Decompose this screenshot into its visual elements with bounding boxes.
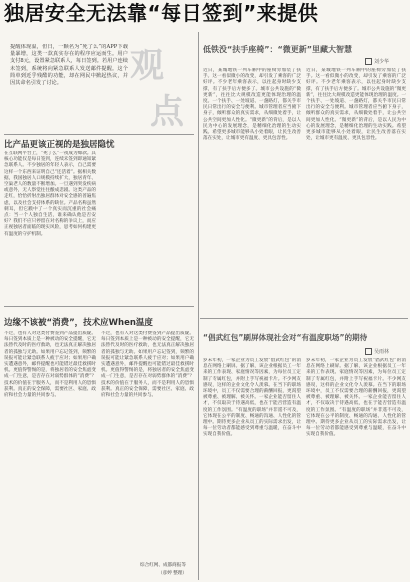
section-title-tech-warmth: 边缘不该被“消费”，技术应When温度 — [4, 318, 153, 328]
section-body-workplace-col2: 岁末年初，一家企业为员工发放“倡武红包”的消息在网络上刷屏。据了解，该企业根据员工一年来的工作表现、家庭情况等因素，为每位员工定制了专属红包，并附上手写祝福卡片。不少网友感叹，这样的企业文化令人羡慕。在当下的职场环境中，员工不仅需要合理的薪酬回报，更渴望被尊重、被理解、被关怀。一家企业能否留住人才，不仅取决于待遇高低，也在于能否营造有温度的工作氛围。“有温度的职场”并非遥不可及，它体现在公平的制度、畅通的沟通、人性化的管理中。期待更多企业从员工的实际需求出发，让每一位劳动者都能感受到尊重与温暖，在奋斗中实现自我价值。 — [306, 358, 406, 438]
section-body-tech-col2: 不过，也有人对这类付费签到产品提出质疑。每日签到本质上是一种被动的安全提醒，它无法替代及时的医疗救助，也无法真正解决独居者的孤独与无助。如果用户忘记签到，频繁的误报可能让紧急联系人疲于应对；如果用户确实遭遇意外，邮件提醒也可能错过最佳救援时机。更值得警惕的是，将独居者的安全焦虑变成一门生意，是否存在对弱势群体的“消费”？技术的价值在于服务人，而不是利用人的恐惧获利。真正的安全保障，需要社区、家庭、政府和社会力量的共同参与。 — [101, 331, 194, 399]
column-watermark-dian: 点 — [150, 92, 184, 132]
divider — [200, 318, 408, 319]
column-watermark-guan: 观 — [130, 46, 164, 86]
author-name: 刘少华 — [374, 59, 390, 65]
section-title-handrail: 低铁没“扶手座椅”：“微更新”里藏大智慧 — [203, 45, 353, 54]
column-divider — [198, 32, 199, 580]
section-body-handrail-col1: 近日，某城地铁一列车厢中的座椅旁加装了扶手。这一看似微小的改变，却引发了乘客的广泛好评。不少老年乘客表示，以往起身时缺少支撑，有了扶手后方便多了。城市公共设施的“微更新”，往往比大规模改造更能体现治理的温度。一个扶手、一处坡道、一盏路灯，都关乎市民日常出行的安全与便利。城市管理者应当俯下身子，倾听群众的真实需求，从细微处着手，让公共空间更加人性化。“微更新”的背后，是以人民为中心的发展理念，是精细化治理的生动实践。希望更多城市能够从小处着眼，让民生改善落在实处，让城市更有温度、更具包容性。 — [203, 68, 301, 142]
pen-icon — [365, 58, 372, 65]
author-byline — [365, 348, 389, 355]
editor-name: （彦婷 整理） — [158, 571, 188, 576]
main-headline: 独居安全无法靠“每日签到”来提供 — [4, 2, 319, 24]
divider — [4, 306, 194, 307]
editor-source: 综合红网、成都商报等 — [140, 563, 186, 568]
section-body-workplace-col1: 岁末年初，一家企业为员工发放“倡武红包”的消息在网络上刷屏。据了解，该企业根据员工一年来的工作表现、家庭情况等因素，为每位员工定制了专属红包，并附上手写祝福卡片。不少网友感叹，这样的企业文化令人羡慕。在当下的职场环境中，员工不仅需要合理的薪酬回报，更渴望被尊重、被理解、被关怀。一家企业能否留住人才，不仅取决于待遇高低，也在于能否营造有温度的工作氛围。“有温度的职场”并非遥不可及，它体现在公平的制度、畅通的沟通、人性化的管理中。期待更多企业从员工的实际需求出发，让每一位劳动者都能感受到尊重与温暖，在奋斗中实现自我价值。 — [203, 358, 301, 438]
pen-icon — [365, 348, 372, 355]
divider — [4, 134, 194, 135]
section-body-tech-col1: 不过，也有人对这类付费签到产品提出质疑。每日签到本质上是一种被动的安全提醒，它无法替代及时的医疗救助，也无法真正解决独居者的孤独与无助。如果用户忘记签到，频繁的误报可能让紧急联系人疲于应对；如果用户确实遭遇意外，邮件提醒也可能错过最佳救援时机。更值得警惕的是，将独居者的安全焦虑变成一门生意，是否存在对弱势群体的“消费”？技术的价值在于服务人，而不是利用人的恐惧获利。真正的安全保障，需要社区、家庭、政府和社会力量的共同参与。 — [4, 331, 96, 399]
section-body-handrail-col2: 近日，某城地铁一列车厢中的座椅旁加装了扶手。这一看似微小的改变，却引发了乘客的广泛好评。不少老年乘客表示，以往起身时缺少支撑，有了扶手后方便多了。城市公共设施的“微更新”，往往比大规模改造更能体现治理的温度。一个扶手、一处坡道、一盏路灯，都关乎市民日常出行的安全与便利。城市管理者应当俯下身子，倾听群众的真实需求，从细微处着手，让公共空间更加人性化。“微更新”的背后，是以人民为中心的发展理念，是精细化治理的生动实践。希望更多城市能够从小处着眼，让民生改善落在实处，让城市更有温度、更具包容性。 — [306, 68, 406, 142]
author-byline — [365, 58, 389, 65]
section-body-solitude-col1: 在互联网平台上，“死了么”一夜成为爆款。其核心功能仅是每日签到，连续未签到即通知紧急联系人。不少独居的年轻人表示，自己需要这样一个东西来证明自己“还活着”。据相关数据，我国独居人口规模持续扩大，独居青年、空巢老人的数量不断增加。一旦遇到突发疾病或意外，无人察觉往往酿成悲剧。这类产品的走红，恰恰折射出独居群体对安全感的普遍焦虑，以及社会支持体系的缺位。产品名称虽然刺耳，但它戳中了一个真实而沉重的社会痛点：当一个人独自生活，谁来确认他是否安好？我们不应只停留在对名称的争议上，而应正视独居者面临的现实风险，思考如何构建更有温度的守护机制。 — [4, 151, 96, 237]
section-title-solitude: 比产品更该正视的是独居隐忧 — [4, 140, 115, 150]
section-title-workplace: “倡武红包”刷屏体现社会对“有温度职场”的期待 — [203, 333, 368, 342]
intro-paragraph: 提醒体现温，但日，一颗名为“死了么”的APP下载量暴增，这类一款真实存在的程序应运而生。用户支付8元，设置紧急联系人，每日签到。若用户连续未签到，系统将向紧急联系人发送邮件提醒。这个简单到近乎残酷的功能，却在网民中掀起热议，并因其命名引发了讨论。 — [10, 44, 128, 87]
section-body-solitude-col2 — [101, 151, 194, 303]
author-name: 吴雨林 — [374, 349, 390, 355]
